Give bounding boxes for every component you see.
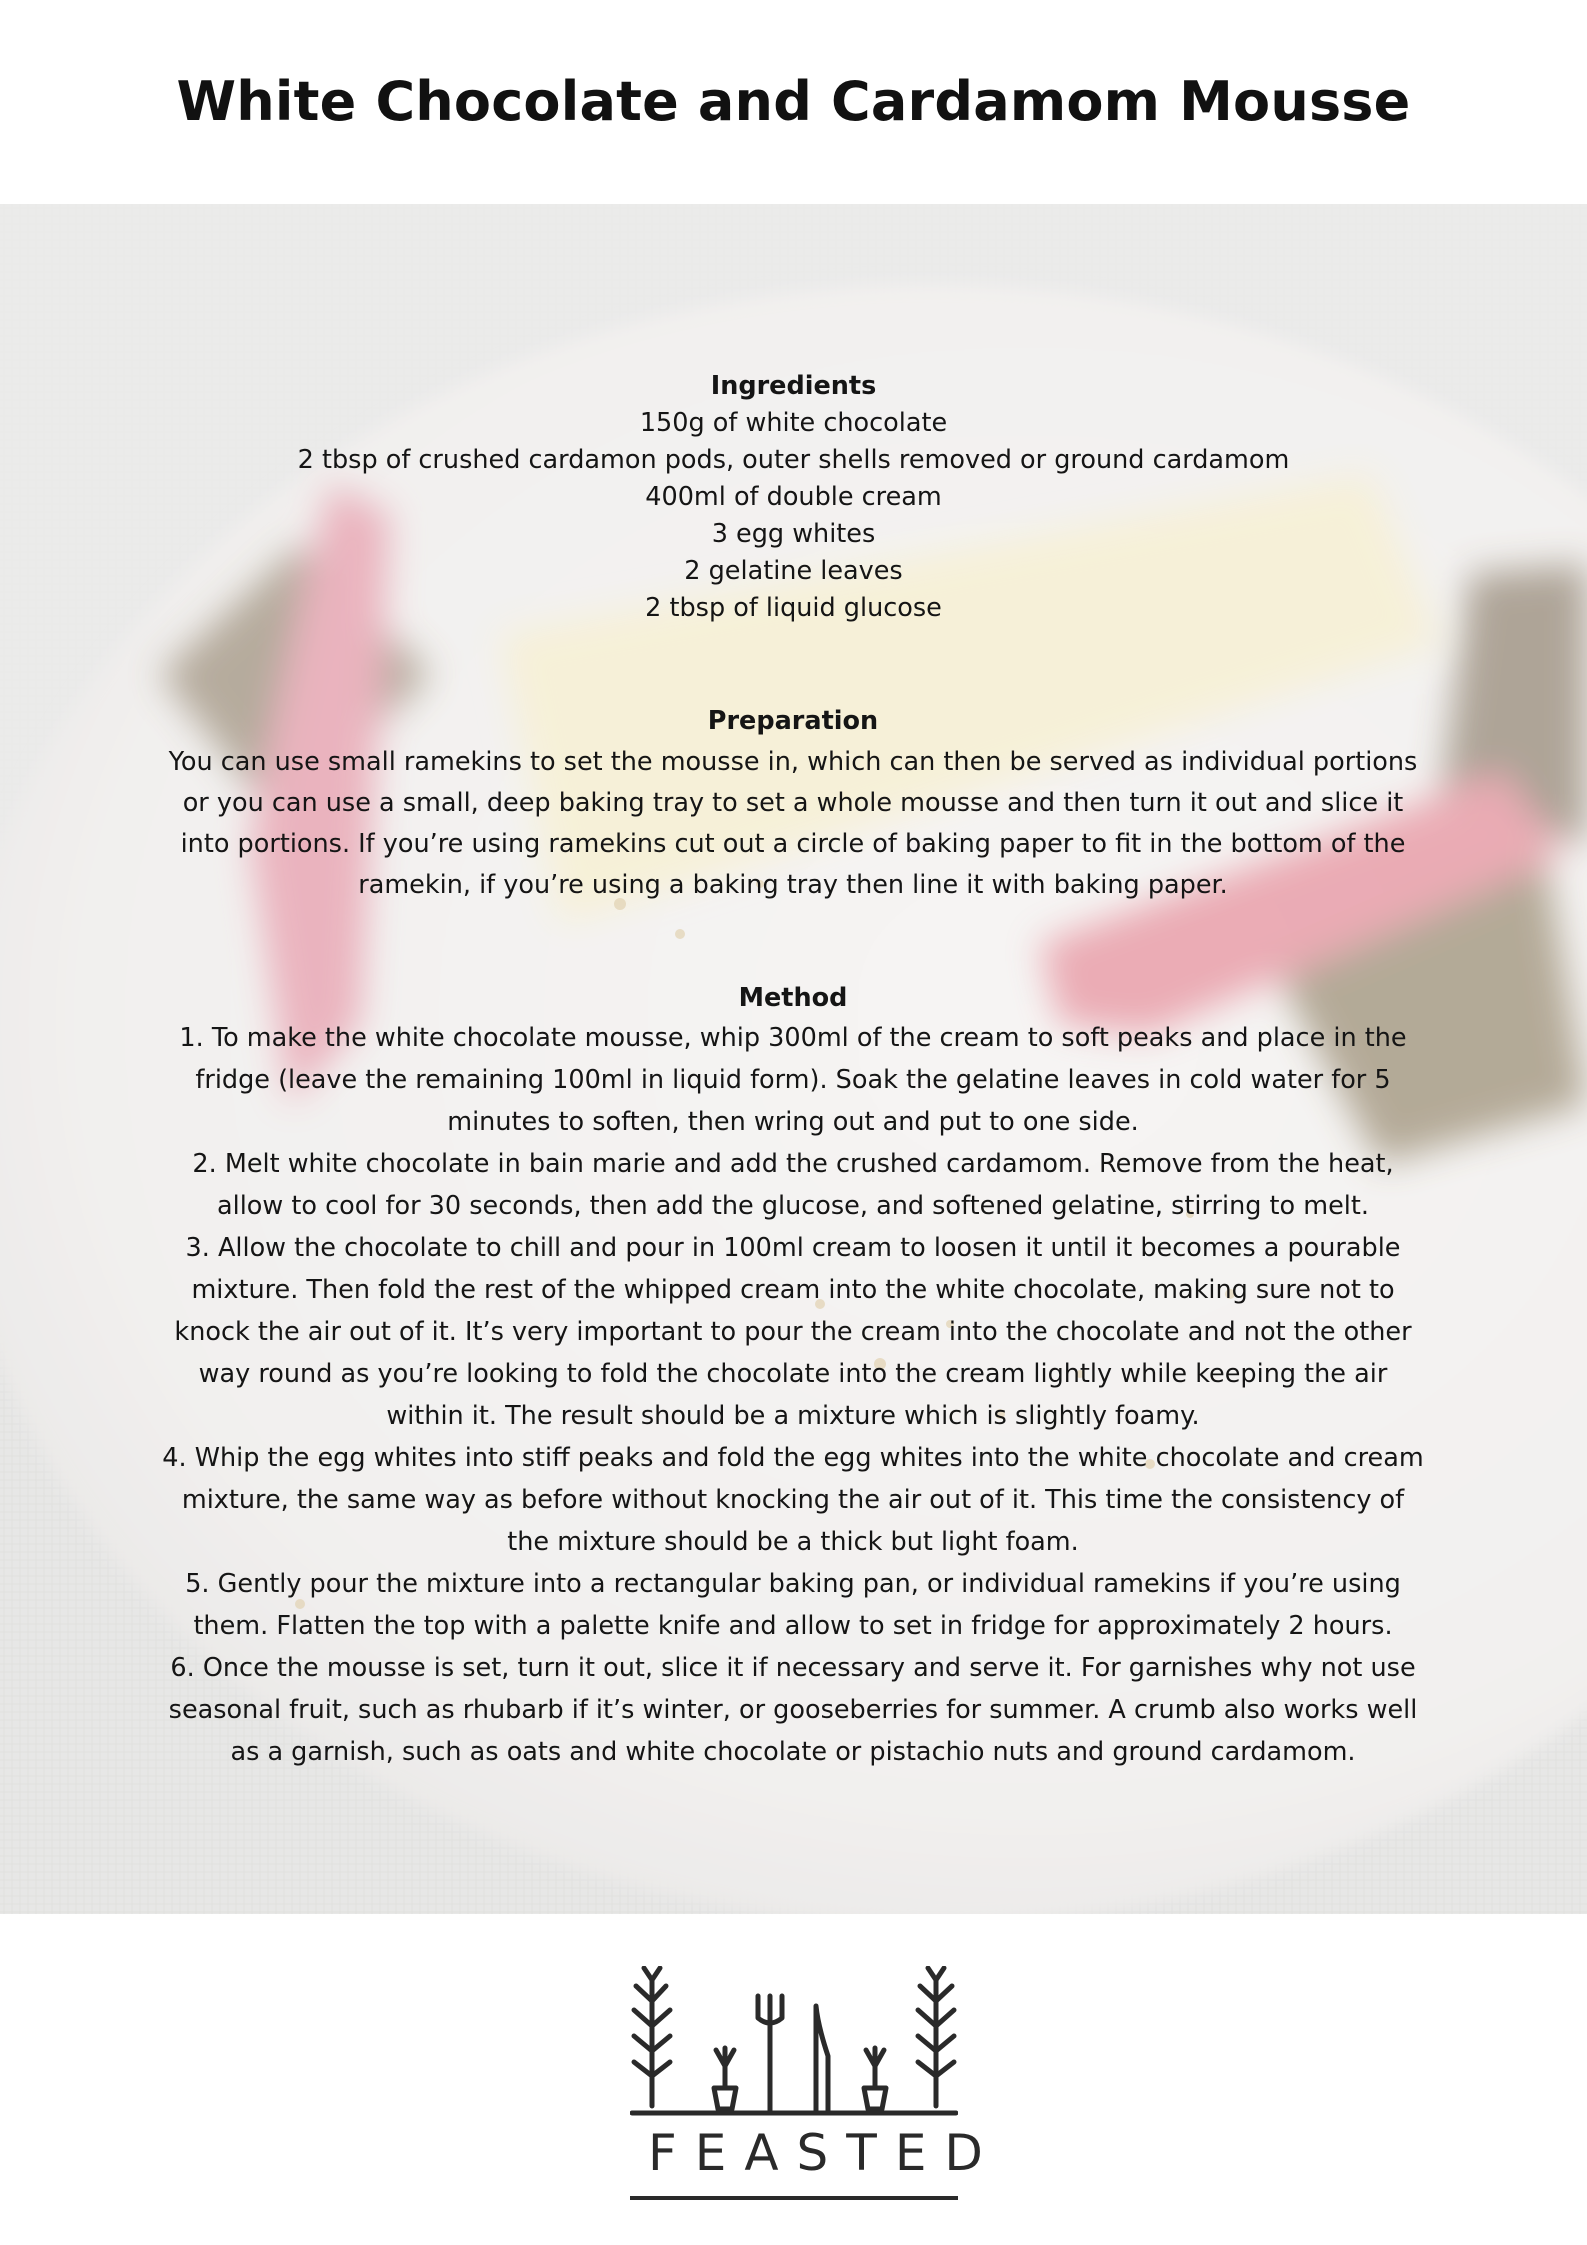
ingredient-item: 3 egg whites (711, 519, 876, 549)
step-number: 3. (185, 1233, 210, 1263)
step-text: Allow the chocolate to chill and pour in 100ml cream to loosen it until it becomes a pourable mixture. Then fold the rest of the whipped cream into the white chocolate, making sure not to knock the air out of it. It’s very important to pour the cream into the chocolate and not the other way round as you’re looking to fold the chocolate into the cream lightly while keeping the air within it. The result should be a mixture which is slightly foamy. (174, 1233, 1412, 1431)
ingredients-heading: Ingredients (710, 371, 877, 401)
step-number: 5. (185, 1569, 210, 1599)
method-step (160, 1017, 1426, 1143)
herb-garden-icon (630, 1966, 958, 2116)
method-heading: Method (738, 983, 848, 1013)
ingredient-item: 400ml of double cream (645, 482, 942, 512)
ingredient-item: 2 tbsp of crushed cardamon pods, outer shells removed or ground cardamom (297, 445, 1290, 475)
step-number: 2. (192, 1149, 217, 1179)
step-text: To make the white chocolate mousse, whip 300ml of the cream to soft peaks and place in the fridge (leave the remaining 100ml in liquid form). Soak the gelatine leaves in cold water for 5 minutes to soften, then wring out and put to one side. (195, 1023, 1407, 1137)
step-text: Once the mousse is set, turn it out, slice it if necessary and serve it. For garnishes why not use seasonal fruit, such as rhubarb if it’s winter, or gooseberries for summer. A crumb also works well as a garnish, such as oats and white chocolate or pistachio nuts and ground cardamom. (168, 1653, 1418, 1767)
method-step (160, 1143, 1426, 1227)
recipe-content (0, 204, 1587, 1914)
ingredients-list (0, 405, 1587, 627)
preparation-heading: Preparation (707, 706, 879, 736)
page-title: White Chocolate and Cardamom Mousse (176, 70, 1411, 133)
method-step (160, 1563, 1426, 1647)
brand-underline (630, 2196, 958, 2200)
brand-wordmark: FEASTED (648, 2124, 1001, 2182)
step-text: Gently pour the mixture into a rectangular baking pan, or individual ramekins if you’re using them. Flatten the top with a palette knife and allow to set in fridge for approximately 2 hours. (193, 1569, 1401, 1641)
preparation-text: You can use small ramekins to set the mousse in, which can then be served as individual portions or you can use a small, deep baking tray to set a whole mousse and then turn it out and slice it into portions. If you’re using ramekins cut out a circle of baking paper to fit in the bottom of the ramekin, if you’re using a baking tray then line it with baking paper. (168, 747, 1418, 900)
ingredient-item: 2 tbsp of liquid glucose (645, 593, 942, 623)
ingredient-item: 150g of white chocolate (639, 408, 948, 438)
method-step (160, 1227, 1426, 1437)
step-number: 1. (179, 1023, 204, 1053)
step-text: Melt white chocolate in bain marie and add the crushed cardamom. Remove from the heat, allow to cool for 30 seconds, then add the glucose, and softened gelatine, stirring to melt. (217, 1149, 1394, 1221)
method-section (160, 980, 1426, 1773)
ingredients-section (0, 368, 1587, 627)
ingredient-item: 2 gelatine leaves (684, 556, 903, 586)
method-step (160, 1437, 1426, 1563)
method-steps-list (160, 1017, 1426, 1773)
step-text: Whip the egg whites into stiff peaks and fold the egg whites into the white chocolate and cream mixture, the same way as before without knocking the air out of it. This time the consistency of the mixture should be a thick but light foam. (181, 1443, 1424, 1557)
step-number: 6. (170, 1653, 195, 1683)
step-number: 4. (162, 1443, 187, 1473)
footer (0, 1914, 1587, 2245)
method-step (160, 1647, 1426, 1773)
preparation-section (160, 701, 1426, 906)
